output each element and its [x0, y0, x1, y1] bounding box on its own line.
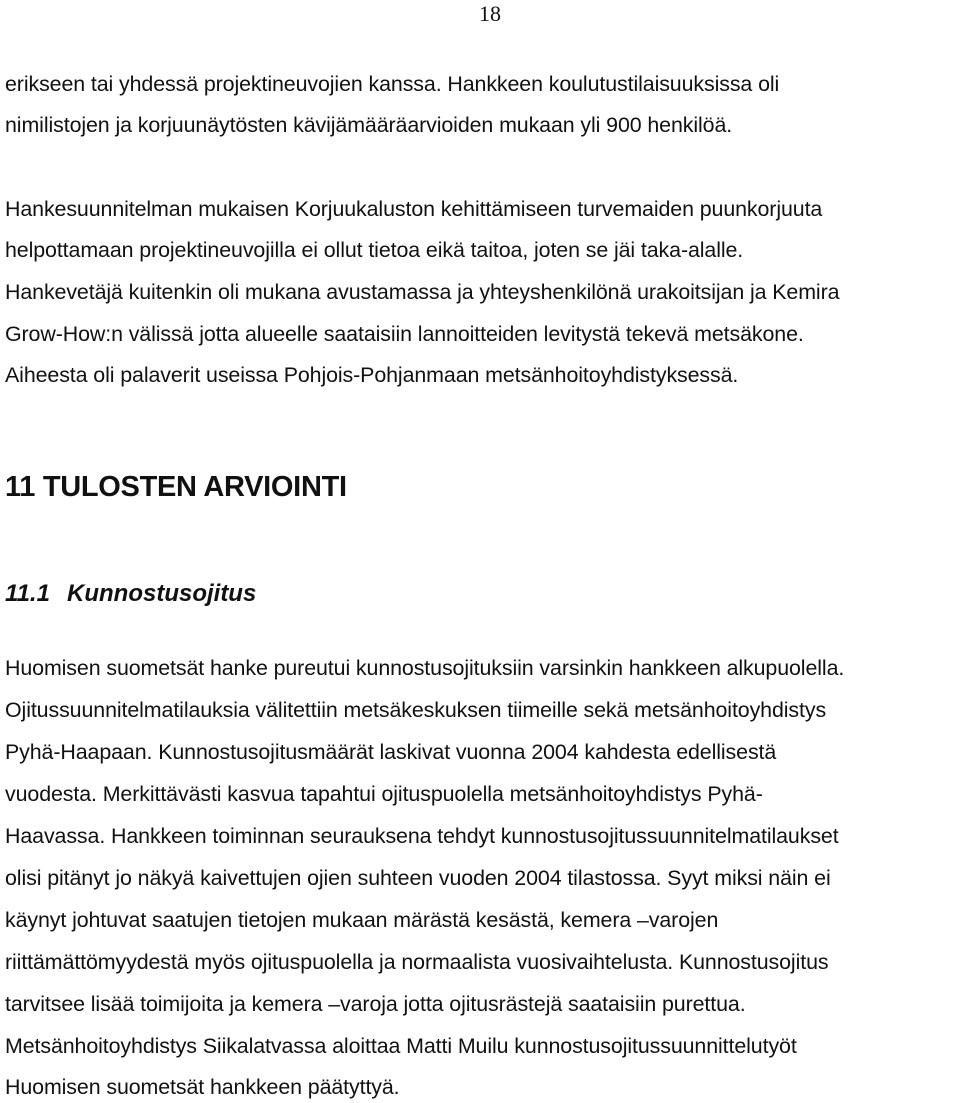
- text-line: riittämättömyydestä myös ojituspuolella ja normaalista vuosivaihtelusta. Kunnostusojitus: [5, 950, 829, 974]
- section-heading: 11 TULOSTEN ARVIOINTI: [5, 471, 347, 503]
- text-line: Hankesuunnitelman mukaisen Korjuukaluston kehittämiseen turvemaiden puunkorjuuta: [5, 197, 823, 221]
- text-line: helpottamaan projektineuvojilla ei ollut tietoa eikä taitoa, joten se jäi taka-alalle.: [5, 238, 744, 262]
- page-number: 18: [479, 1, 501, 26]
- subsection-title: Kunnostusojitus: [67, 580, 257, 607]
- text-line: erikseen tai yhdessä projektineuvojien kanssa. Hankkeen koulutustilaisuuksissa oli: [5, 72, 780, 96]
- text-line: Huomisen suometsät hanke pureutui kunnostusojituksiin varsinkin hankkeen alkupuolella.: [5, 656, 845, 680]
- text-line: nimilistojen ja korjuunäytösten kävijämääräarvioiden mukaan yli 900 henkilöä.: [5, 113, 733, 137]
- text-line: Pyhä-Haapaan. Kunnostusojitusmäärät laskivat vuonna 2004 kahdesta edellisestä: [5, 740, 777, 764]
- text-line: Hankevetäjä kuitenkin oli mukana avustamassa ja yhteyshenkilönä urakoitsijan ja Kemira: [5, 280, 840, 304]
- text-line: Aiheesta oli palaverit useissa Pohjois-Pohjanmaan metsänhoitoyhdistyksessä.: [5, 363, 739, 387]
- text-line: vuodesta. Merkittävästi kasvua tapahtui ojituspuolella metsänhoitoyhdistys Pyhä-: [5, 782, 763, 806]
- text-line: Haavassa. Hankkeen toiminnan seurauksena tehdyt kunnostusojitussuunnitelmatilaukset: [5, 824, 839, 848]
- text-line: Metsänhoitoyhdistys Siikalatvassa aloittaa Matti Muilu kunnostusojitussuunnittelutyöt: [5, 1034, 797, 1058]
- subsection-number: 11.1: [5, 580, 50, 607]
- text-line: olisi pitänyt jo näkyä kaivettujen ojien suhteen vuoden 2004 tilastossa. Syyt miksi näin ei: [5, 866, 831, 890]
- text-line: Ojitussuunnitelmatilauksia välitettiin metsäkeskuksen tiimeille sekä metsänhoitoyhdistys: [5, 698, 827, 722]
- text-line: Grow-How:n välissä jotta alueelle saataisiin lannoitteiden levitystä tekevä metsäkone.: [5, 322, 804, 346]
- text-line: käynyt johtuvat saatujen tietojen mukaan märästä kesästä, kemera –varojen: [5, 908, 719, 932]
- text-line: tarvitsee lisää toimijoita ja kemera –varoja jotta ojitusrästejä saataisiin purettua.: [5, 992, 746, 1016]
- text-line: Huomisen suometsät hankkeen päätyttyä.: [5, 1075, 400, 1099]
- subsection-heading: [5, 579, 256, 609]
